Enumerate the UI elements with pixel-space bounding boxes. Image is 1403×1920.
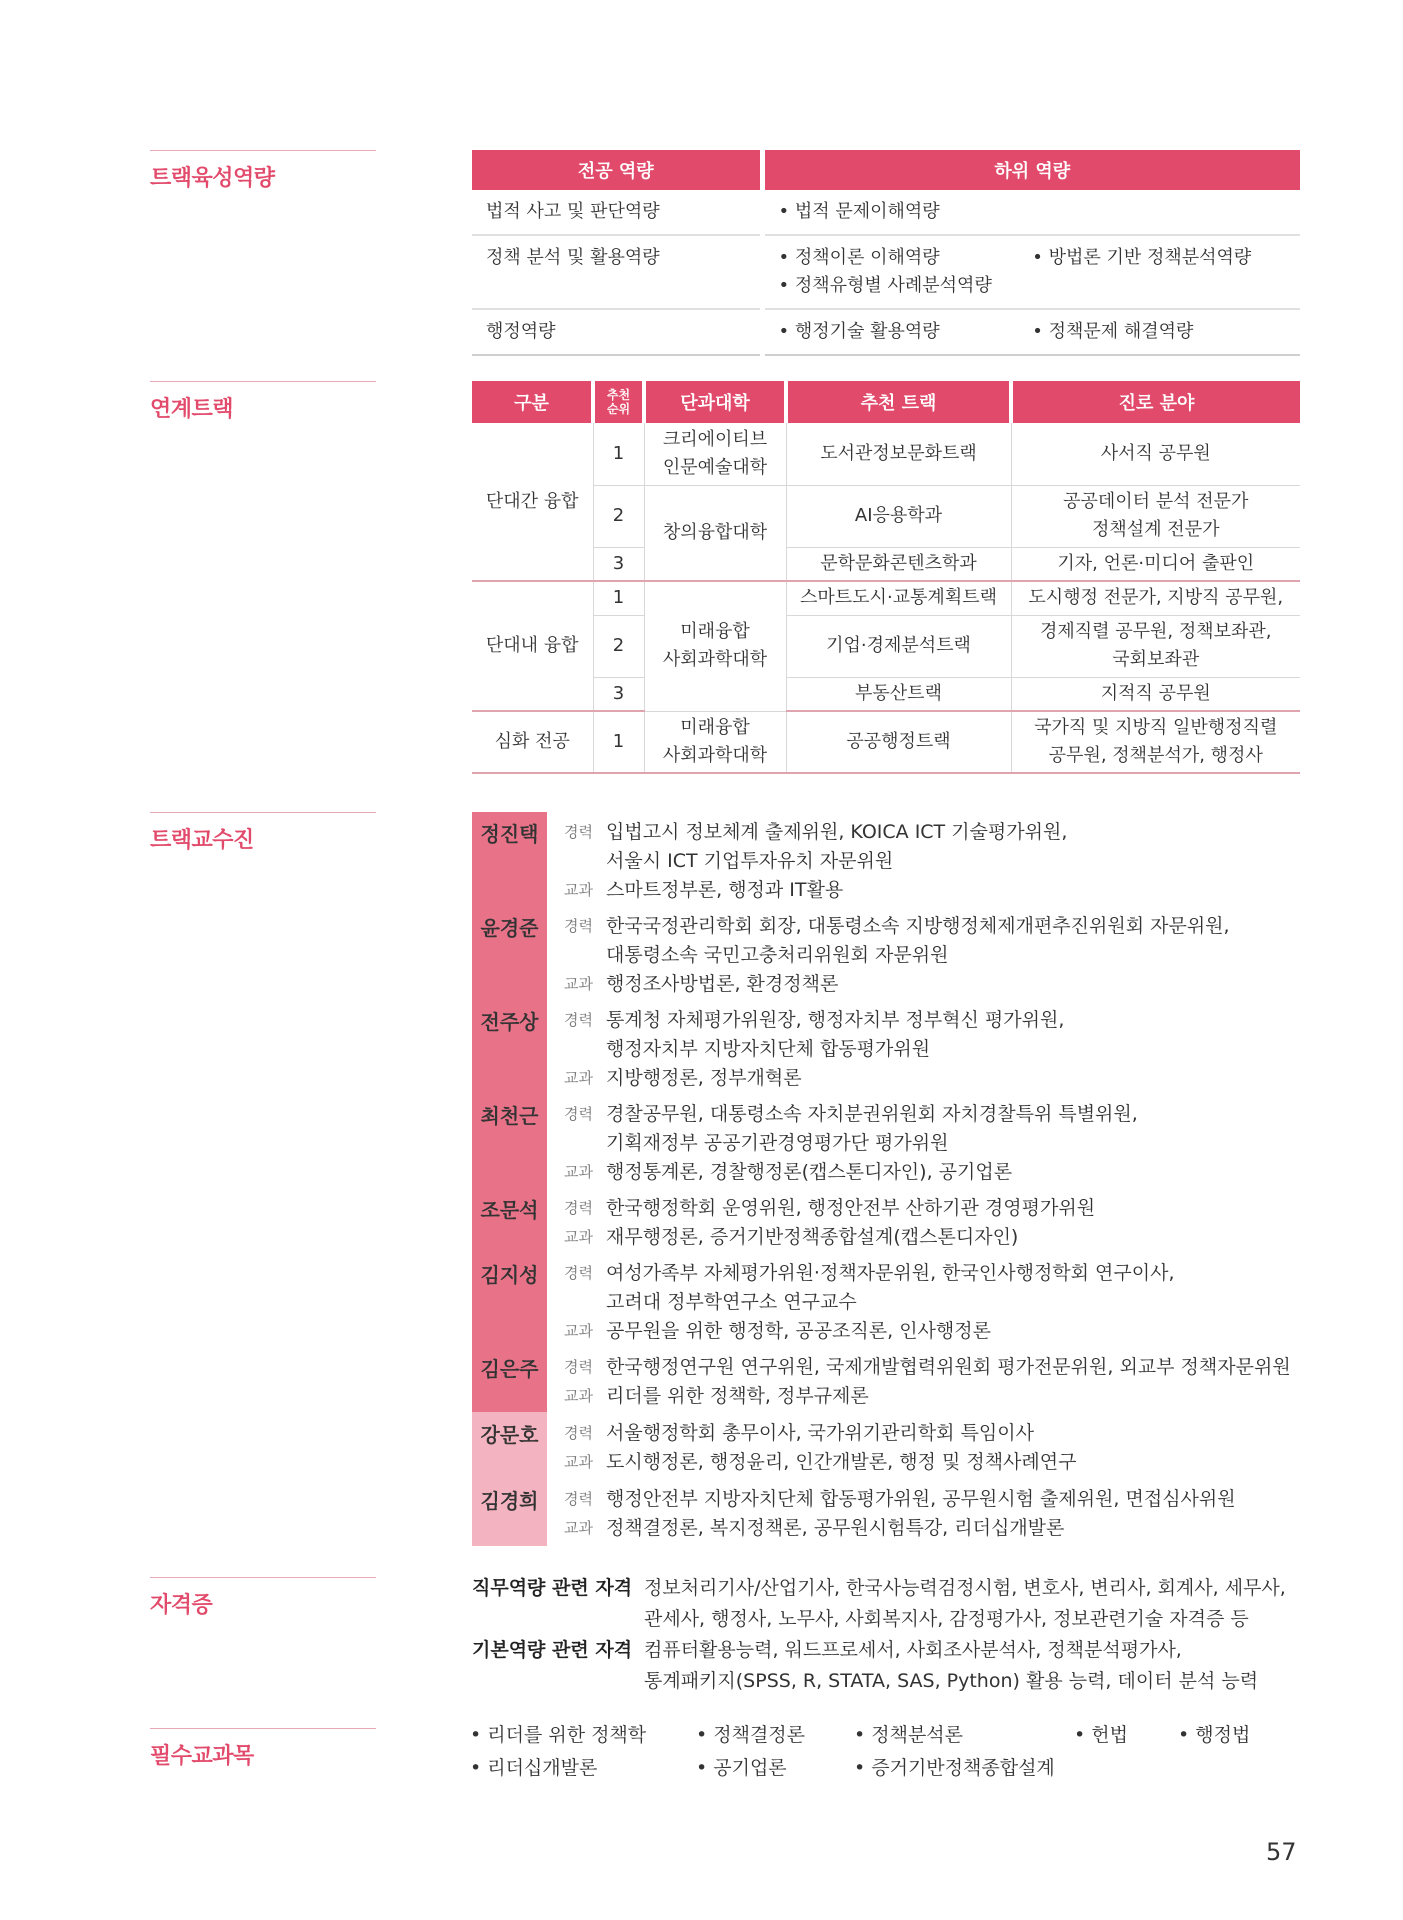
- faculty-career: 한국국정관리학회 회장, 대통령소속 지방행정체제개편추진위원회 자문위원, 대통령소속 국민고충처리위원회 자문위원: [606, 915, 1230, 966]
- track-cell: 공공행정트랙: [786, 711, 1011, 773]
- faculty-career: 입법고시 정보체계 출제위원, KOICA ICT 기술평가위원, 서울시 ICT 기업투자유치 자문위원: [606, 821, 1068, 872]
- college-cell: 미래융합 사회과학대학: [644, 711, 786, 773]
- track-cell: 문학문화콘텐츠학과: [786, 547, 1011, 581]
- col-header-track: 추천 트랙: [786, 381, 1011, 423]
- group-label: 심화 전공: [472, 711, 593, 773]
- faculty-career: 여성가족부 자체평가위원·정책자문위원, 한국인사행정학회 연구이사, 고려대 정부학연구소 연구교수: [606, 1262, 1175, 1313]
- course-label: 교과: [564, 1387, 593, 1405]
- faculty-courses: 행정조사방법론, 환경정책론: [606, 973, 839, 995]
- major-competency: 행정역량: [472, 309, 762, 355]
- competency-table: [472, 150, 1300, 356]
- career-label: 경력: [564, 917, 593, 935]
- faculty-courses: 스마트정부론, 행정과 IT활용: [606, 879, 844, 901]
- faculty-career: 서울행정학회 총무이사, 국가위기관리학회 특임이사: [606, 1422, 1034, 1444]
- faculty-courses: 리더를 위한 정책학, 정부규제론: [606, 1385, 869, 1407]
- table-row: [472, 309, 1300, 355]
- linked-track-table: [472, 381, 1300, 774]
- rank-cell: 2: [593, 485, 644, 547]
- college-cell: 미래융합 사회과학대학: [644, 581, 786, 711]
- list-item: • 정책결정론: [696, 1724, 806, 1746]
- basic-cert-list: 컴퓨터활용능력, 워드프로세서, 사회조사분석사, 정책분석평가사, 통계패키지(SPSS, R, STATA, SAS, Python) 활용 능력, 데이터 분석 능력: [644, 1639, 1259, 1692]
- faculty-entry: [472, 1485, 1302, 1543]
- col-header-sub: 하위 역량: [762, 150, 1300, 190]
- course-label: 교과: [564, 1163, 593, 1181]
- table-row: [472, 547, 1300, 581]
- list-item: • 증거기반정책종합설계: [854, 1757, 1055, 1779]
- sub-competency: • 행정기술 활용역량 • 정책문제 해결역량: [762, 309, 1300, 355]
- faculty-name: 정진택: [480, 822, 539, 846]
- list-item: • 리더십개발론: [470, 1757, 598, 1779]
- faculty-entry: [472, 1194, 1302, 1252]
- career-cell: 경제직렬 공무원, 정책보좌관, 국회보좌관: [1011, 615, 1300, 677]
- course-label: 교과: [564, 1519, 593, 1537]
- course-label: 교과: [564, 1069, 593, 1087]
- career-label: 경력: [564, 1105, 593, 1123]
- career-cell: 공공데이터 분석 전문가 정책설계 전문가: [1011, 485, 1300, 547]
- career-label: 경력: [564, 823, 593, 841]
- faculty-name: 최천근: [480, 1104, 539, 1128]
- sub-competency: • 정책이론 이해역량 • 정책유형별 사례분석역량 • 방법론 기반 정책분석역량: [762, 235, 1300, 309]
- section-title-competency: 트랙육성역량: [150, 150, 376, 192]
- job-cert-label: 직무역량 관련 자격: [472, 1577, 633, 1599]
- rank-cell: 1: [593, 711, 644, 773]
- faculty-entry: [472, 1259, 1302, 1346]
- job-certificates: [472, 1573, 1312, 1635]
- section-title-linked-track: 연계트랙: [150, 381, 376, 423]
- college-cell: 창의융합대학: [644, 485, 786, 581]
- college-cell: 크리에이티브 인문예술대학: [644, 423, 786, 485]
- career-label: 경력: [564, 1358, 593, 1376]
- table-row: [472, 615, 1300, 677]
- table-row: [472, 677, 1300, 711]
- table-row: [472, 485, 1300, 547]
- rank-cell: 1: [593, 581, 644, 615]
- career-label: 경력: [564, 1199, 593, 1217]
- rank-cell: 3: [593, 677, 644, 711]
- rank-cell: 1: [593, 423, 644, 485]
- job-cert-list: 정보처리기사/산업기사, 한국사능력검정시험, 변호사, 변리사, 회계사, 세무사, 관세사, 행정사, 노무사, 사회복지사, 감정평가사, 정보관련기술 자격증 등: [644, 1577, 1286, 1630]
- table-row: [472, 581, 1300, 615]
- career-cell: 지적직 공무원: [1011, 677, 1300, 711]
- faculty-career: 한국행정학회 운영위원, 행정안전부 산하기관 경영평가위원: [606, 1197, 1096, 1219]
- track-cell: 도서관정보문화트랙: [786, 423, 1011, 485]
- career-label: 경력: [564, 1011, 593, 1029]
- faculty-entry: [472, 1100, 1302, 1187]
- course-label: 교과: [564, 1453, 593, 1471]
- list-item: • 리더를 위한 정책학: [470, 1724, 647, 1746]
- career-label: 경력: [564, 1264, 593, 1282]
- career-label: 경력: [564, 1424, 593, 1442]
- table-row: [472, 190, 1300, 235]
- basic-cert-label: 기본역량 관련 자격: [472, 1639, 633, 1661]
- col-header-major: 전공 역량: [472, 150, 762, 190]
- faculty-career: 경찰공무원, 대통령소속 자치분권위원회 자치경찰특위 특별위원, 기획재정부 공공기관경영평가단 평가위원: [606, 1103, 1138, 1154]
- col-header-career: 진로 분야: [1011, 381, 1300, 423]
- track-cell: 부동산트랙: [786, 677, 1011, 711]
- list-item: • 헌법: [1074, 1724, 1128, 1746]
- col-header-college: 단과대학: [644, 381, 786, 423]
- section-title-faculty: 트랙교수진: [150, 812, 376, 854]
- sub-competency: • 법적 문제이해역량: [762, 190, 1300, 235]
- career-cell: 사서직 공무원: [1011, 423, 1300, 485]
- rank-cell: 3: [593, 547, 644, 581]
- group-label: 단대내 융합: [472, 581, 593, 711]
- course-label: 교과: [564, 1322, 593, 1340]
- faculty-name: 전주상: [480, 1010, 539, 1034]
- page-number: 57: [1266, 1838, 1297, 1866]
- faculty-entry: [472, 1353, 1302, 1411]
- faculty-career: 통계청 자체평가위원장, 행정자치부 정부혁신 평가위원, 행정자치부 지방자치단체 합동평가위원: [606, 1009, 1065, 1060]
- col-header-rank: 추천 순위: [593, 381, 644, 423]
- career-label: 경력: [564, 1490, 593, 1508]
- career-cell: 기자, 언론·미디어 출판인: [1011, 547, 1300, 581]
- faculty-name: 김지성: [480, 1263, 539, 1287]
- course-label: 교과: [564, 1228, 593, 1246]
- faculty-courses: 도시행정론, 행정윤리, 인간개발론, 행정 및 정책사례연구: [606, 1451, 1077, 1473]
- faculty-courses: 행정통계론, 경찰행정론(캡스톤디자인), 공기업론: [606, 1161, 1013, 1183]
- table-row: [472, 423, 1300, 485]
- career-cell: 도시행정 전문가, 지방직 공무원,: [1011, 581, 1300, 615]
- faculty-courses: 지방행정론, 정부개혁론: [606, 1067, 802, 1089]
- list-item: • 행정법: [1178, 1724, 1251, 1746]
- table-row: [472, 711, 1300, 773]
- faculty-entry: [472, 912, 1302, 999]
- faculty-name: 조문석: [480, 1198, 539, 1222]
- rank-cell: 2: [593, 615, 644, 677]
- table-row: [472, 235, 1300, 309]
- track-cell: 스마트도시·교통계획트랙: [786, 581, 1011, 615]
- certificates-block: [472, 1573, 1312, 1697]
- col-header-category: 구분: [472, 381, 593, 423]
- group-label: 단대간 융합: [472, 423, 593, 581]
- faculty-entry: [472, 1419, 1302, 1477]
- basic-certificates: [472, 1635, 1312, 1697]
- faculty-courses: 공무원을 위한 행정학, 공공조직론, 인사행정론: [606, 1320, 991, 1342]
- list-item: • 정책분석론: [854, 1724, 964, 1746]
- faculty-courses: 정책결정론, 복지정책론, 공무원시험특강, 리더십개발론: [606, 1517, 1065, 1539]
- course-label: 교과: [564, 881, 593, 899]
- track-cell: AI응용학과: [786, 485, 1011, 547]
- faculty-entry: [472, 1006, 1302, 1093]
- faculty-name: 강문호: [480, 1423, 539, 1447]
- list-item: • 공기업론: [696, 1757, 787, 1779]
- faculty-name: 김경희: [480, 1489, 539, 1513]
- section-title-required-courses: 필수교과목: [150, 1728, 376, 1770]
- faculty-entry: [472, 818, 1302, 905]
- major-competency: 법적 사고 및 판단역량: [472, 190, 762, 235]
- faculty-name: 윤경준: [480, 916, 539, 940]
- track-cell: 기업·경제분석트랙: [786, 615, 1011, 677]
- section-title-certificates: 자격증: [150, 1577, 376, 1619]
- major-competency: 정책 분석 및 활용역량: [472, 235, 762, 309]
- faculty-career: 행정안전부 지방자치단체 합동평가위원, 공무원시험 출제위원, 면접심사위원: [606, 1488, 1236, 1510]
- faculty-name: 김은주: [480, 1357, 539, 1381]
- faculty-courses: 재무행정론, 증거기반정책종합설계(캡스톤디자인): [606, 1226, 1019, 1248]
- course-label: 교과: [564, 975, 593, 993]
- faculty-career: 한국행정연구원 연구위원, 국제개발협력위원회 평가전문위원, 외교부 정책자문위원: [606, 1356, 1291, 1378]
- career-cell: 국가직 및 지방직 일반행정직렬 공무원, 정책분석가, 행정사: [1011, 711, 1300, 773]
